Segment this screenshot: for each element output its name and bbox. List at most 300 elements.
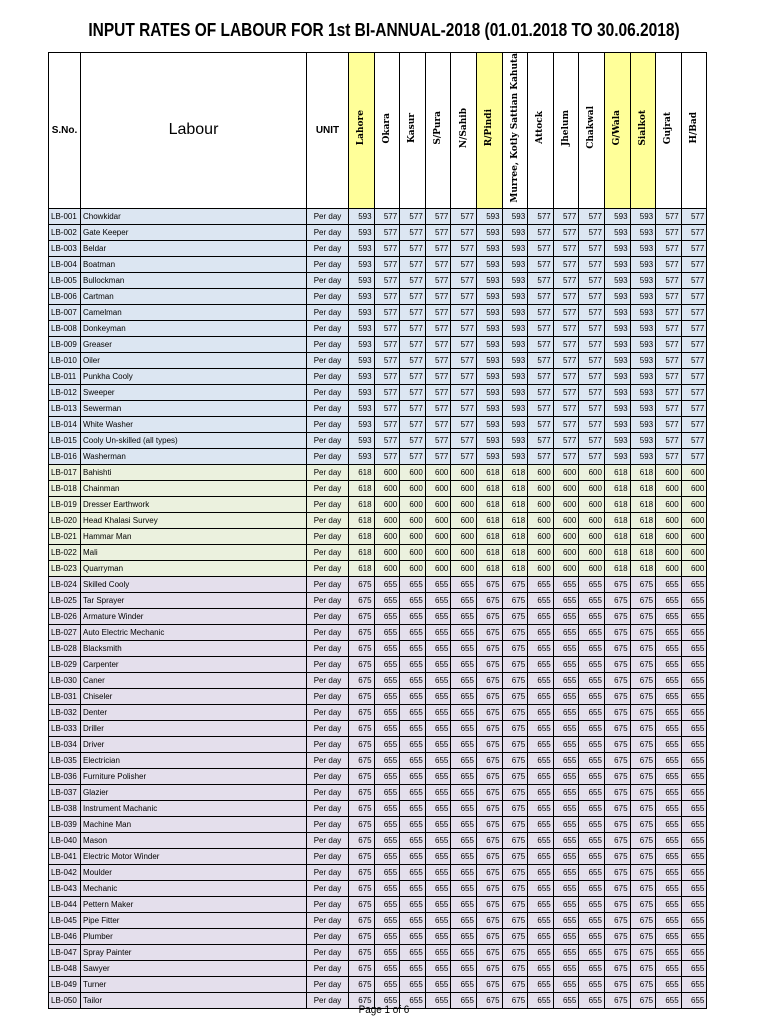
row-unit: Per day bbox=[307, 560, 349, 576]
row-rate-cell: 618 bbox=[604, 544, 630, 560]
row-unit: Per day bbox=[307, 752, 349, 768]
row-rate-cell: 675 bbox=[349, 656, 375, 672]
row-rate-cell: 618 bbox=[349, 464, 375, 480]
row-rate-cell: 618 bbox=[630, 528, 656, 544]
row-rate-cell: 675 bbox=[502, 592, 528, 608]
row-rate-cell: 675 bbox=[604, 720, 630, 736]
row-rate-cell: 600 bbox=[451, 464, 477, 480]
row-rate-cell: 655 bbox=[400, 944, 426, 960]
row-code: LB-019 bbox=[49, 496, 81, 512]
row-rate-cell: 655 bbox=[451, 976, 477, 992]
row-rate-cell: 655 bbox=[656, 576, 682, 592]
row-rate-cell: 675 bbox=[604, 864, 630, 880]
row-rate-cell: 600 bbox=[553, 480, 579, 496]
row-labour-name: Donkeyman bbox=[81, 320, 307, 336]
row-rate-cell: 655 bbox=[451, 880, 477, 896]
row-rate-cell: 655 bbox=[374, 752, 400, 768]
table-row bbox=[49, 448, 707, 464]
row-rate-cell: 577 bbox=[656, 432, 682, 448]
table-row bbox=[49, 608, 707, 624]
row-unit: Per day bbox=[307, 496, 349, 512]
row-unit: Per day bbox=[307, 816, 349, 832]
row-rate-cell: 655 bbox=[681, 976, 707, 992]
row-rate-cell: 618 bbox=[502, 528, 528, 544]
row-rate-cell: 593 bbox=[604, 224, 630, 240]
row-rate-cell: 655 bbox=[579, 816, 605, 832]
row-code: LB-045 bbox=[49, 912, 81, 928]
table-row bbox=[49, 864, 707, 880]
row-rate-cell: 655 bbox=[374, 608, 400, 624]
row-rate-cell: 655 bbox=[400, 768, 426, 784]
row-rate-cell: 577 bbox=[400, 240, 426, 256]
row-rate-cell: 675 bbox=[604, 960, 630, 976]
row-rate-cell: 593 bbox=[476, 240, 502, 256]
row-rate-cell: 655 bbox=[451, 864, 477, 880]
row-rate-cell: 593 bbox=[476, 288, 502, 304]
table-row bbox=[49, 672, 707, 688]
table-row bbox=[49, 304, 707, 320]
row-rate-cell: 655 bbox=[425, 928, 451, 944]
row-rate-cell: 655 bbox=[656, 880, 682, 896]
row-code: LB-046 bbox=[49, 928, 81, 944]
row-rate-cell: 655 bbox=[400, 816, 426, 832]
row-rate-cell: 618 bbox=[502, 480, 528, 496]
row-unit: Per day bbox=[307, 832, 349, 848]
row-rate-cell: 655 bbox=[400, 704, 426, 720]
row-rate-cell: 593 bbox=[502, 432, 528, 448]
row-rate-cell: 675 bbox=[349, 736, 375, 752]
row-rate-cell: 593 bbox=[604, 208, 630, 224]
row-rate-cell: 600 bbox=[579, 512, 605, 528]
row-rate-cell: 577 bbox=[681, 352, 707, 368]
row-code: LB-027 bbox=[49, 624, 81, 640]
table-row bbox=[49, 416, 707, 432]
row-rate-cell: 655 bbox=[528, 928, 554, 944]
row-rate-cell: 675 bbox=[349, 976, 375, 992]
row-rate-cell: 577 bbox=[451, 224, 477, 240]
row-rate-cell: 675 bbox=[476, 768, 502, 784]
row-rate-cell: 675 bbox=[630, 672, 656, 688]
table-row bbox=[49, 480, 707, 496]
row-labour-name: Greaser bbox=[81, 336, 307, 352]
row-rate-cell: 577 bbox=[553, 272, 579, 288]
row-code: LB-024 bbox=[49, 576, 81, 592]
row-rate-cell: 577 bbox=[400, 416, 426, 432]
row-rate-cell: 675 bbox=[502, 896, 528, 912]
row-rate-cell: 655 bbox=[579, 832, 605, 848]
row-unit: Per day bbox=[307, 592, 349, 608]
row-rate-cell: 655 bbox=[681, 704, 707, 720]
row-rate-cell: 655 bbox=[374, 656, 400, 672]
row-rate-cell: 577 bbox=[528, 256, 554, 272]
row-rate-cell: 577 bbox=[681, 432, 707, 448]
row-rate-cell: 655 bbox=[579, 720, 605, 736]
row-rate-cell: 675 bbox=[476, 592, 502, 608]
row-rate-cell: 577 bbox=[656, 384, 682, 400]
row-rate-cell: 600 bbox=[656, 544, 682, 560]
row-rate-cell: 675 bbox=[349, 864, 375, 880]
row-rate-cell: 577 bbox=[400, 368, 426, 384]
row-rate-cell: 577 bbox=[656, 288, 682, 304]
row-rate-cell: 675 bbox=[349, 752, 375, 768]
header-city-label: Jhelum bbox=[560, 109, 571, 146]
row-rate-cell: 593 bbox=[349, 384, 375, 400]
row-rate-cell: 675 bbox=[349, 624, 375, 640]
row-rate-cell: 675 bbox=[349, 832, 375, 848]
row-rate-cell: 655 bbox=[681, 992, 707, 1008]
row-code: LB-043 bbox=[49, 880, 81, 896]
row-rate-cell: 655 bbox=[579, 784, 605, 800]
row-rate-cell: 655 bbox=[528, 864, 554, 880]
row-rate-cell: 577 bbox=[374, 400, 400, 416]
row-rate-cell: 577 bbox=[553, 384, 579, 400]
row-rate-cell: 577 bbox=[425, 304, 451, 320]
row-rate-cell: 675 bbox=[502, 848, 528, 864]
row-rate-cell: 577 bbox=[579, 224, 605, 240]
row-rate-cell: 655 bbox=[656, 928, 682, 944]
table-row bbox=[49, 368, 707, 384]
row-rate-cell: 675 bbox=[604, 704, 630, 720]
row-rate-cell: 577 bbox=[374, 384, 400, 400]
row-code: LB-049 bbox=[49, 976, 81, 992]
row-rate-cell: 593 bbox=[476, 400, 502, 416]
row-rate-cell: 655 bbox=[681, 784, 707, 800]
row-rate-cell: 655 bbox=[425, 880, 451, 896]
row-rate-cell: 655 bbox=[400, 784, 426, 800]
row-rate-cell: 600 bbox=[425, 544, 451, 560]
row-rate-cell: 577 bbox=[656, 224, 682, 240]
row-rate-cell: 577 bbox=[553, 352, 579, 368]
row-rate-cell: 593 bbox=[502, 384, 528, 400]
row-code: LB-028 bbox=[49, 640, 81, 656]
row-unit: Per day bbox=[307, 224, 349, 240]
row-code: LB-010 bbox=[49, 352, 81, 368]
row-unit: Per day bbox=[307, 256, 349, 272]
row-rate-cell: 675 bbox=[630, 688, 656, 704]
row-rate-cell: 600 bbox=[579, 560, 605, 576]
row-rate-cell: 618 bbox=[476, 464, 502, 480]
table-row bbox=[49, 752, 707, 768]
row-rate-cell: 655 bbox=[451, 768, 477, 784]
row-rate-cell: 655 bbox=[656, 864, 682, 880]
row-rate-cell: 655 bbox=[425, 992, 451, 1008]
row-rate-cell: 600 bbox=[528, 512, 554, 528]
row-unit: Per day bbox=[307, 672, 349, 688]
row-rate-cell: 655 bbox=[681, 720, 707, 736]
row-rate-cell: 675 bbox=[349, 608, 375, 624]
row-rate-cell: 655 bbox=[553, 640, 579, 656]
row-unit: Per day bbox=[307, 528, 349, 544]
row-rate-cell: 593 bbox=[349, 224, 375, 240]
row-rate-cell: 655 bbox=[553, 576, 579, 592]
header-city-label: N/Sahib bbox=[458, 107, 469, 148]
row-unit: Per day bbox=[307, 624, 349, 640]
row-rate-cell: 655 bbox=[400, 640, 426, 656]
row-rate-cell: 655 bbox=[656, 720, 682, 736]
row-rate-cell: 577 bbox=[553, 368, 579, 384]
row-rate-cell: 600 bbox=[681, 528, 707, 544]
row-rate-cell: 675 bbox=[476, 608, 502, 624]
row-rate-cell: 655 bbox=[681, 896, 707, 912]
row-rate-cell: 618 bbox=[349, 544, 375, 560]
row-rate-cell: 593 bbox=[349, 336, 375, 352]
row-rate-cell: 577 bbox=[528, 368, 554, 384]
row-rate-cell: 577 bbox=[528, 352, 554, 368]
row-rate-cell: 655 bbox=[681, 912, 707, 928]
row-rate-cell: 675 bbox=[476, 896, 502, 912]
row-code: LB-023 bbox=[49, 560, 81, 576]
row-rate-cell: 675 bbox=[476, 704, 502, 720]
row-code: LB-016 bbox=[49, 448, 81, 464]
row-unit: Per day bbox=[307, 912, 349, 928]
row-rate-cell: 577 bbox=[400, 448, 426, 464]
row-unit: Per day bbox=[307, 656, 349, 672]
row-rate-cell: 675 bbox=[604, 848, 630, 864]
row-rate-cell: 577 bbox=[553, 448, 579, 464]
row-rate-cell: 618 bbox=[604, 496, 630, 512]
row-rate-cell: 655 bbox=[400, 880, 426, 896]
row-rate-cell: 655 bbox=[553, 960, 579, 976]
row-labour-name: Armature Winder bbox=[81, 608, 307, 624]
row-rate-cell: 577 bbox=[656, 240, 682, 256]
row-labour-name: Chainman bbox=[81, 480, 307, 496]
row-rate-cell: 600 bbox=[425, 496, 451, 512]
row-rate-cell: 577 bbox=[374, 320, 400, 336]
row-rate-cell: 577 bbox=[451, 384, 477, 400]
header-city bbox=[528, 53, 554, 209]
row-rate-cell: 655 bbox=[451, 896, 477, 912]
row-unit: Per day bbox=[307, 800, 349, 816]
row-rate-cell: 655 bbox=[579, 672, 605, 688]
row-rate-cell: 655 bbox=[681, 656, 707, 672]
row-rate-cell: 655 bbox=[400, 656, 426, 672]
row-rate-cell: 577 bbox=[425, 272, 451, 288]
row-rate-cell: 675 bbox=[502, 800, 528, 816]
row-rate-cell: 675 bbox=[630, 848, 656, 864]
row-rate-cell: 655 bbox=[451, 960, 477, 976]
row-rate-cell: 655 bbox=[451, 608, 477, 624]
row-rate-cell: 577 bbox=[451, 320, 477, 336]
row-labour-name: Electrician bbox=[81, 752, 307, 768]
row-rate-cell: 577 bbox=[681, 288, 707, 304]
row-rate-cell: 675 bbox=[476, 752, 502, 768]
row-unit: Per day bbox=[307, 432, 349, 448]
row-rate-cell: 577 bbox=[400, 288, 426, 304]
row-rate-cell: 600 bbox=[656, 496, 682, 512]
row-rate-cell: 655 bbox=[681, 752, 707, 768]
row-rate-cell: 675 bbox=[476, 672, 502, 688]
row-rate-cell: 655 bbox=[374, 784, 400, 800]
row-rate-cell: 675 bbox=[630, 880, 656, 896]
row-rate-cell: 655 bbox=[656, 912, 682, 928]
row-rate-cell: 655 bbox=[451, 592, 477, 608]
row-labour-name: Plumber bbox=[81, 928, 307, 944]
row-rate-cell: 577 bbox=[656, 400, 682, 416]
row-rate-cell: 618 bbox=[604, 512, 630, 528]
row-labour-name: Punkha Cooly bbox=[81, 368, 307, 384]
row-rate-cell: 655 bbox=[528, 640, 554, 656]
table-row bbox=[49, 768, 707, 784]
row-rate-cell: 675 bbox=[604, 608, 630, 624]
row-rate-cell: 577 bbox=[553, 224, 579, 240]
row-rate-cell: 593 bbox=[604, 352, 630, 368]
row-rate-cell: 577 bbox=[374, 432, 400, 448]
row-rate-cell: 675 bbox=[476, 912, 502, 928]
row-rate-cell: 577 bbox=[656, 336, 682, 352]
row-rate-cell: 655 bbox=[553, 592, 579, 608]
row-rate-cell: 655 bbox=[579, 800, 605, 816]
row-rate-cell: 577 bbox=[425, 256, 451, 272]
row-rate-cell: 593 bbox=[349, 272, 375, 288]
row-rate-cell: 600 bbox=[553, 512, 579, 528]
row-rate-cell: 675 bbox=[502, 640, 528, 656]
row-code: LB-032 bbox=[49, 704, 81, 720]
row-unit: Per day bbox=[307, 960, 349, 976]
row-rate-cell: 600 bbox=[400, 496, 426, 512]
row-rate-cell: 675 bbox=[604, 768, 630, 784]
row-rate-cell: 655 bbox=[374, 912, 400, 928]
row-rate-cell: 600 bbox=[400, 544, 426, 560]
row-rate-cell: 577 bbox=[451, 304, 477, 320]
row-rate-cell: 655 bbox=[425, 944, 451, 960]
row-rate-cell: 593 bbox=[604, 288, 630, 304]
row-rate-cell: 655 bbox=[400, 928, 426, 944]
row-rate-cell: 600 bbox=[553, 544, 579, 560]
table-header-row bbox=[49, 53, 707, 209]
row-rate-cell: 577 bbox=[656, 368, 682, 384]
row-unit: Per day bbox=[307, 704, 349, 720]
row-rate-cell: 655 bbox=[425, 608, 451, 624]
row-rate-cell: 577 bbox=[400, 224, 426, 240]
row-rate-cell: 600 bbox=[451, 512, 477, 528]
row-rate-cell: 655 bbox=[451, 848, 477, 864]
row-rate-cell: 593 bbox=[630, 320, 656, 336]
row-rate-cell: 675 bbox=[349, 928, 375, 944]
row-rate-cell: 655 bbox=[553, 928, 579, 944]
row-code: LB-001 bbox=[49, 208, 81, 224]
row-code: LB-013 bbox=[49, 400, 81, 416]
row-rate-cell: 593 bbox=[630, 336, 656, 352]
row-rate-cell: 655 bbox=[425, 720, 451, 736]
row-labour-name: Electric Motor Winder bbox=[81, 848, 307, 864]
row-rate-cell: 655 bbox=[451, 800, 477, 816]
row-rate-cell: 600 bbox=[656, 480, 682, 496]
row-rate-cell: 655 bbox=[400, 912, 426, 928]
row-rate-cell: 675 bbox=[349, 992, 375, 1008]
header-city-label: Gujrat bbox=[663, 111, 674, 144]
row-rate-cell: 655 bbox=[579, 752, 605, 768]
row-unit: Per day bbox=[307, 944, 349, 960]
row-unit: Per day bbox=[307, 512, 349, 528]
table-row bbox=[49, 688, 707, 704]
table-row bbox=[49, 944, 707, 960]
row-rate-cell: 577 bbox=[374, 416, 400, 432]
row-rate-cell: 593 bbox=[630, 384, 656, 400]
table-row bbox=[49, 336, 707, 352]
row-rate-cell: 655 bbox=[579, 928, 605, 944]
row-rate-cell: 655 bbox=[451, 720, 477, 736]
row-rate-cell: 655 bbox=[553, 704, 579, 720]
row-rate-cell: 600 bbox=[656, 464, 682, 480]
row-rate-cell: 593 bbox=[502, 416, 528, 432]
row-rate-cell: 655 bbox=[400, 848, 426, 864]
row-rate-cell: 600 bbox=[374, 480, 400, 496]
row-rate-cell: 618 bbox=[630, 512, 656, 528]
row-rate-cell: 655 bbox=[374, 928, 400, 944]
row-rate-cell: 655 bbox=[553, 864, 579, 880]
row-rate-cell: 577 bbox=[681, 208, 707, 224]
row-rate-cell: 593 bbox=[349, 320, 375, 336]
row-code: LB-038 bbox=[49, 800, 81, 816]
row-rate-cell: 655 bbox=[451, 912, 477, 928]
row-rate-cell: 675 bbox=[502, 912, 528, 928]
row-rate-cell: 675 bbox=[604, 832, 630, 848]
row-rate-cell: 655 bbox=[425, 816, 451, 832]
row-rate-cell: 600 bbox=[656, 512, 682, 528]
row-labour-name: Blacksmith bbox=[81, 640, 307, 656]
row-rate-cell: 655 bbox=[656, 656, 682, 672]
table-row bbox=[49, 816, 707, 832]
row-labour-name: Sewerman bbox=[81, 400, 307, 416]
row-rate-cell: 675 bbox=[502, 864, 528, 880]
row-labour-name: Driver bbox=[81, 736, 307, 752]
table-row bbox=[49, 320, 707, 336]
row-rate-cell: 593 bbox=[502, 336, 528, 352]
header-unit: UNIT bbox=[307, 53, 349, 209]
row-unit: Per day bbox=[307, 208, 349, 224]
row-rate-cell: 655 bbox=[425, 576, 451, 592]
row-rate-cell: 655 bbox=[656, 592, 682, 608]
row-rate-cell: 675 bbox=[502, 992, 528, 1008]
row-rate-cell: 577 bbox=[425, 352, 451, 368]
row-labour-name: Turner bbox=[81, 976, 307, 992]
row-rate-cell: 675 bbox=[476, 816, 502, 832]
row-labour-name: Washerman bbox=[81, 448, 307, 464]
row-code: LB-020 bbox=[49, 512, 81, 528]
row-rate-cell: 675 bbox=[630, 816, 656, 832]
row-rate-cell: 655 bbox=[579, 880, 605, 896]
row-rate-cell: 593 bbox=[630, 208, 656, 224]
row-rate-cell: 655 bbox=[579, 640, 605, 656]
row-rate-cell: 655 bbox=[579, 912, 605, 928]
row-rate-cell: 675 bbox=[349, 768, 375, 784]
row-rate-cell: 600 bbox=[400, 528, 426, 544]
row-rate-cell: 655 bbox=[528, 720, 554, 736]
row-unit: Per day bbox=[307, 368, 349, 384]
row-rate-cell: 655 bbox=[579, 656, 605, 672]
row-code: LB-009 bbox=[49, 336, 81, 352]
row-labour-name: Quarryman bbox=[81, 560, 307, 576]
row-rate-cell: 655 bbox=[374, 832, 400, 848]
row-rate-cell: 600 bbox=[425, 512, 451, 528]
row-rate-cell: 675 bbox=[604, 672, 630, 688]
table-row bbox=[49, 960, 707, 976]
row-rate-cell: 675 bbox=[349, 672, 375, 688]
row-rate-cell: 577 bbox=[374, 208, 400, 224]
table-row bbox=[49, 720, 707, 736]
row-rate-cell: 577 bbox=[374, 352, 400, 368]
row-rate-cell: 675 bbox=[349, 848, 375, 864]
row-rate-cell: 675 bbox=[630, 768, 656, 784]
row-unit: Per day bbox=[307, 736, 349, 752]
row-rate-cell: 655 bbox=[425, 848, 451, 864]
row-rate-cell: 577 bbox=[425, 320, 451, 336]
row-rate-cell: 593 bbox=[604, 304, 630, 320]
row-rate-cell: 655 bbox=[579, 768, 605, 784]
row-rate-cell: 577 bbox=[579, 352, 605, 368]
row-rate-cell: 577 bbox=[400, 304, 426, 320]
row-rate-cell: 655 bbox=[400, 608, 426, 624]
